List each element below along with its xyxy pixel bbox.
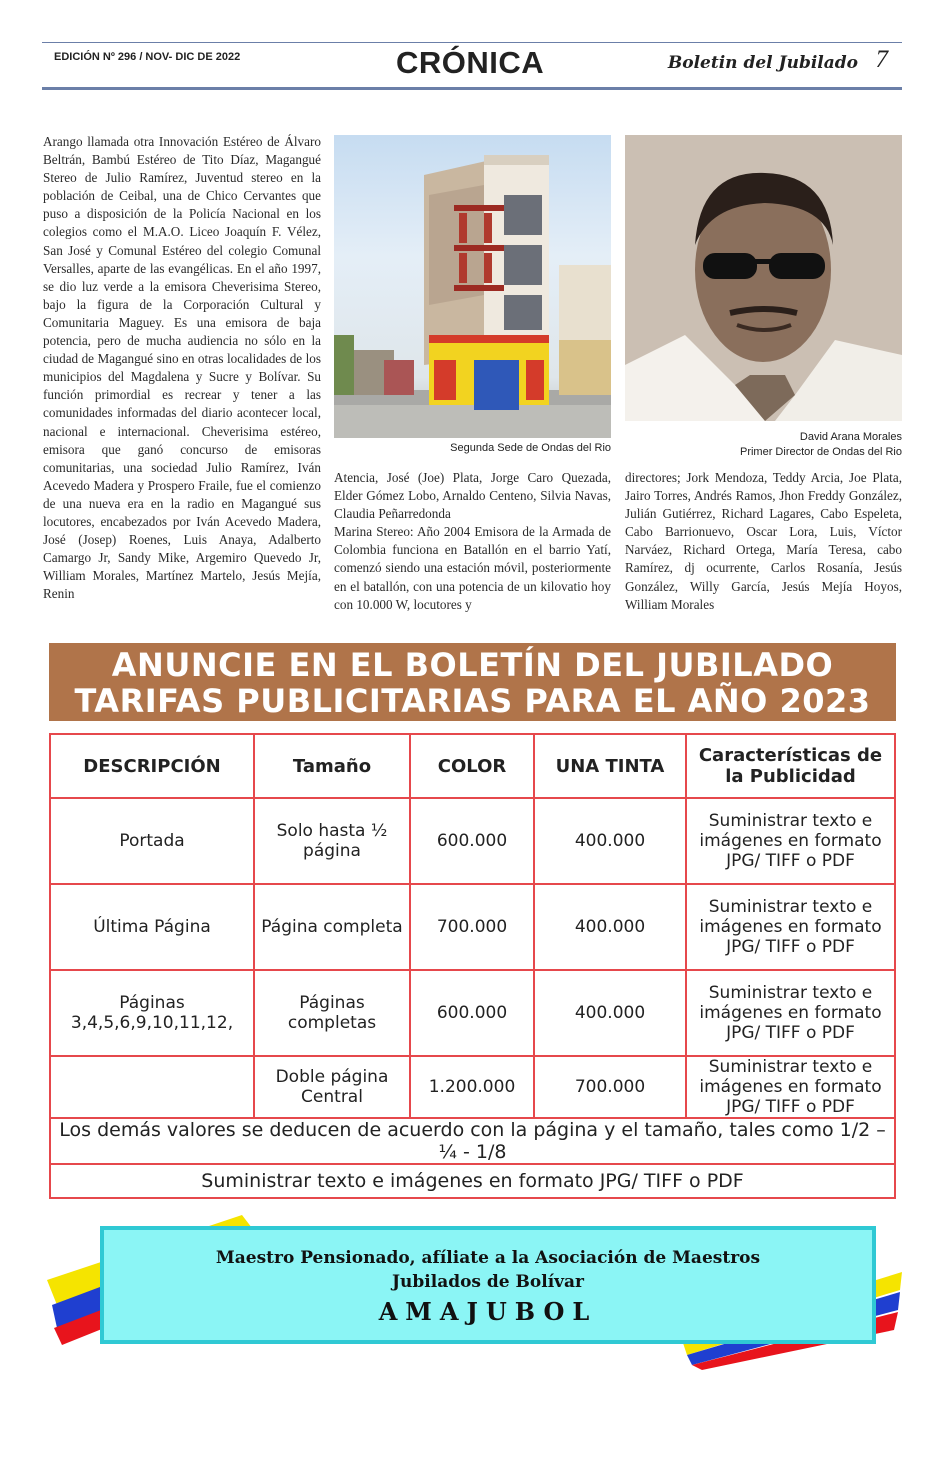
- amajubol-banner: [42, 1210, 904, 1370]
- cell-color-price: 700.000: [410, 884, 534, 970]
- article-column-1: [43, 133, 321, 603]
- column-header-size: Tamaño: [254, 734, 410, 798]
- table-note-values: Los demás valores se deducen de acuerdo con la página y el tamaño, tales como 1/2 – ¼ - 1/8: [50, 1118, 895, 1164]
- article-paragraph: Marina Stereo: Año 2004 Emisora de la Armada de Colombia funciona en Batallón en el barrio Yatí, comenzó siendo una estación móvil, posteriormente en el batallón, con una potencia de un kilovatio hoy con 10.000 W, locutores y: [334, 524, 611, 612]
- amajubol-text: [100, 1246, 876, 1330]
- cell-size: Solo hasta ½ página: [254, 798, 410, 884]
- column-header-color: COLOR: [410, 734, 534, 798]
- cell-one-ink-price: 400.000: [534, 798, 686, 884]
- page-header: [42, 42, 902, 90]
- cell-size: Página completa: [254, 884, 410, 970]
- amajubol-line-1: Maestro Pensionado, afíliate a la Asociación de Maestros: [215, 1248, 761, 1268]
- amajubol-acronym: AMAJUBOL: [378, 1297, 598, 1326]
- cell-color-price: 1.200.000: [410, 1056, 534, 1118]
- cell-one-ink-price: 400.000: [534, 970, 686, 1056]
- edition-label: EDICIÓN Nº 296 / NOV- DIC DE 2022: [54, 51, 241, 63]
- portrait-illustration: [625, 135, 902, 421]
- table-note-row: [50, 1118, 895, 1164]
- column-header-one-ink: UNA TINTA: [534, 734, 686, 798]
- column-header-description: DESCRIPCIÓN: [50, 734, 254, 798]
- table-header-row: [50, 734, 895, 798]
- section-title: CRÓNICA: [396, 45, 545, 80]
- ad-banner-line-2: TARIFAS PUBLICITARIAS PARA EL AÑO 2023: [74, 682, 871, 720]
- cell-features: Suministrar texto e imágenes en formato JPG/ TIFF o PDF: [686, 970, 895, 1056]
- cell-description: Portada: [50, 798, 254, 884]
- cell-color-price: 600.000: [410, 970, 534, 1056]
- cell-description: [50, 1056, 254, 1118]
- table-row: [50, 798, 895, 884]
- cell-features: Suministrar texto e imágenes en formato JPG/ TIFF o PDF: [686, 798, 895, 884]
- publication-name: Boletin del Jubilado: [667, 53, 858, 73]
- article-paragraph: directores; Jork Mendoza, Teddy Arcia, Joe Plata, Jairo Torres, Andrés Ramos, Jhon Freddy González, Julián Gutiérrez, Richard Lagares, Cabo Espeleta, Cabo Barrionuevo, Oscar Lora, Luis, Víctor Narváez, Richard Ortega, María Teresa, cabo Ramírez, dj ocurrente, Carlos Rosanía, Jesús González, Willy García, Jesús Mejía Hoyos, William Morales: [625, 470, 902, 612]
- portrait-caption-role: Primer Director de Ondas del Rio: [739, 446, 902, 458]
- cell-features: Suministrar texto e imágenes en formato JPG/ TIFF o PDF: [686, 884, 895, 970]
- article-paragraph: Atencia, José (Joe) Plata, Jorge Caro Quezada, Elder Gómez Lobo, Arnaldo Centeno, Silvia Navas, Claudia Peñarredonda: [334, 470, 611, 522]
- building-photo: [334, 135, 611, 438]
- page-number: 7: [875, 46, 888, 73]
- article-column-3: [625, 469, 902, 614]
- building-caption: Segunda Sede de Ondas del Rio: [450, 442, 611, 454]
- ad-rates-table: [49, 733, 896, 1199]
- table-row: [50, 1056, 895, 1118]
- cell-features: Suministrar texto e imágenes en formato JPG/ TIFF o PDF: [686, 1056, 895, 1118]
- table-row: [50, 970, 895, 1056]
- portrait-caption-name: David Arana Morales: [799, 431, 902, 443]
- cell-one-ink-price: 700.000: [534, 1056, 686, 1118]
- cell-one-ink-price: 400.000: [534, 884, 686, 970]
- table-row: [50, 884, 895, 970]
- article-column-2: [334, 469, 611, 614]
- portrait-caption: [625, 430, 902, 460]
- cell-color-price: 600.000: [410, 798, 534, 884]
- portrait-photo: [625, 135, 902, 421]
- cell-description: Última Página: [50, 884, 254, 970]
- table-note-format: Suministrar texto e imágenes en formato JPG/ TIFF o PDF: [50, 1164, 895, 1198]
- column-header-features: Características de la Publicidad: [686, 734, 895, 798]
- ad-rates-banner: [49, 643, 896, 721]
- building-illustration: [334, 135, 611, 438]
- article-paragraph: Arango llamada otra Innovación Estéreo de Álvaro Beltrán, Bambú Estéreo de Tito Díaz, Magangué Stereo de Julio Ramírez, Juventud stereo en la población de Ceibal, una de Chico Cervantes que puso a disposición de la Policía Nacional en los colegios como el M.A.O. Liceo Joaquín F. Vélez, San José y Comunal Estéreo del colegio Comunal Versalles, aparte de las evangélicas. En el año 1997, se dio luz verde a la emisora Cheverisima Stereo, bajo la figura de la Corporación Cultural y Comunitaria Maguey. Es una emisora de baja potencia, pero de mucha audiencia no sólo en la ciudad de Magangué sino en otras localidades de los municipios del Magdalena y Sucre y Bolívar. Su función primordial es recrear y tener a las comunidades informadas del diario acontecer local, nacional e internacional. Cheverisima estéreo, emisora que ganó concurso de emisoras comunitarias, una sociedad Julio Ramírez, Iván Acevedo Madera y Prospero Fraile, fue el comienzo de una nueva era en la radio en Magangué sus locutores, encabezados por Iván Acevedo Madera, José (Josep) Roenes, Luis Anaya, Adalberto Camargo Jr, Sandy Mike, Argemiro Quevedo Jr, William Morales, Martínez Martelo, Jesús Mejía, Renin: [43, 134, 321, 602]
- cell-description: Páginas 3,4,5,6,9,10,11,12,: [50, 970, 254, 1056]
- amajubol-line-2: Jubilados de Bolívar: [391, 1272, 585, 1292]
- ad-banner-line-1: ANUNCIE EN EL BOLETÍN DEL JUBILADO: [111, 646, 834, 684]
- cell-size: Doble página Central: [254, 1056, 410, 1118]
- table-note-row: [50, 1164, 895, 1198]
- cell-size: Páginas completas: [254, 970, 410, 1056]
